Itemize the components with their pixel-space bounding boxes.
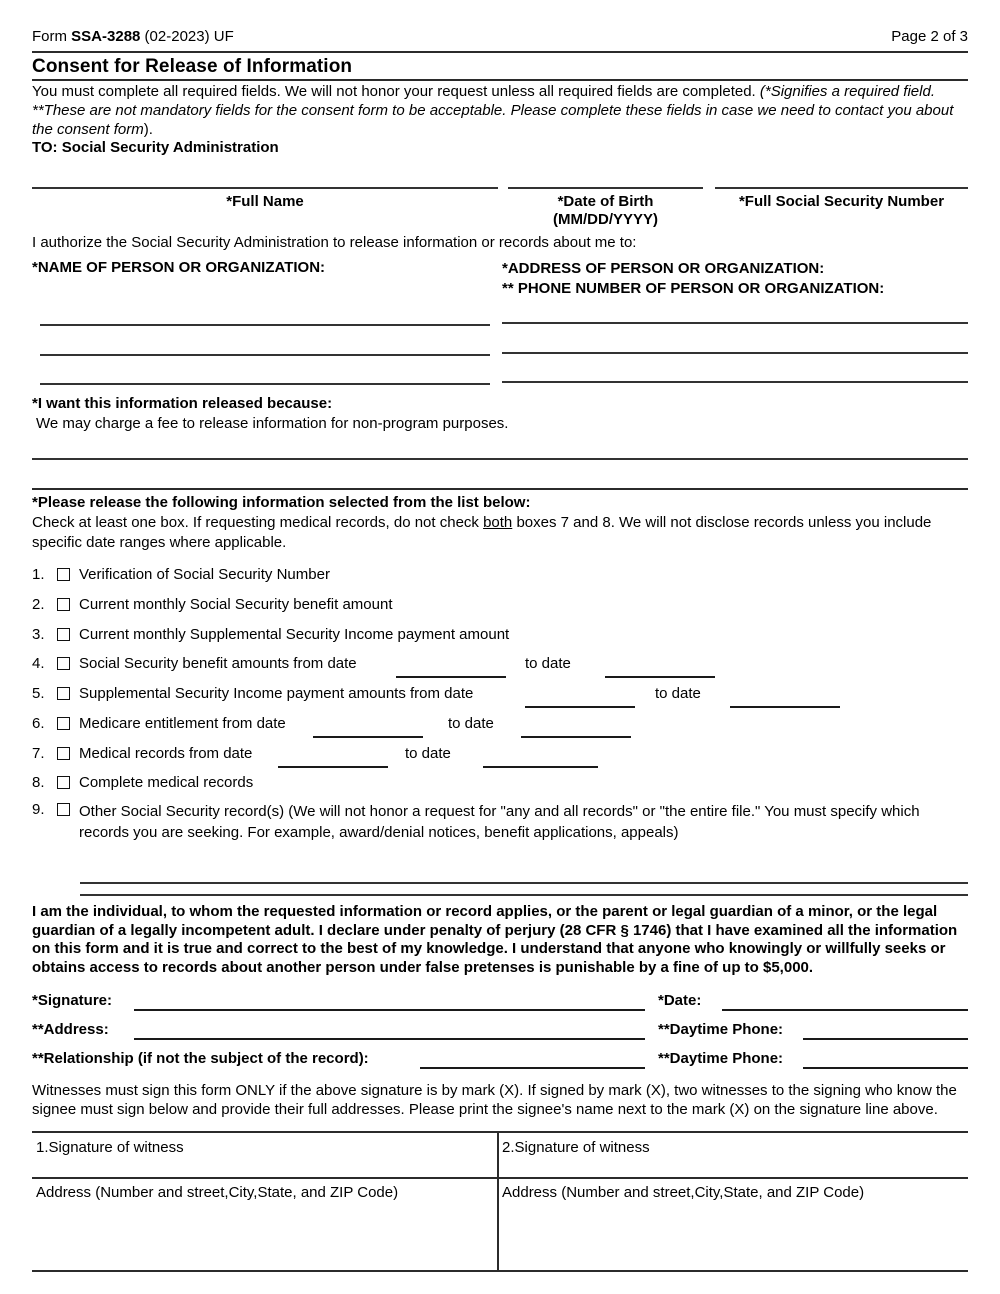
intro-text-tail: ).	[143, 121, 153, 138]
item-4-from-date-line[interactable]	[396, 676, 506, 678]
list-item	[0, 774, 1000, 794]
item-number: 1.	[32, 566, 45, 583]
form-suffix: (02-2023) UF	[140, 28, 234, 45]
release-list-heading: *Please release the following information selected from the list below:	[32, 494, 531, 511]
checkbox-2[interactable]	[57, 598, 70, 611]
daytime-phone-label-2: **Daytime Phone:	[658, 1050, 784, 1067]
header-divider-bottom	[32, 79, 968, 81]
daytime-phone-label-1: **Daytime Phone:	[658, 1021, 784, 1038]
organization-name-line-2[interactable]	[40, 354, 490, 356]
item-6-to-date-label: to date	[448, 715, 494, 732]
organization-contact-labels	[502, 259, 884, 299]
ssn-input-line[interactable]	[715, 187, 968, 189]
checkbox-1[interactable]	[57, 568, 70, 581]
witness-table-column-divider	[497, 1131, 499, 1270]
item-label: Social Security benefit amounts from date	[79, 655, 357, 672]
organization-name-label: *NAME OF PERSON OR ORGANIZATION:	[32, 259, 326, 276]
form-identifier	[32, 28, 234, 45]
reason-fee-note: We may charge a fee to release information for non-program purposes.	[36, 415, 509, 432]
instructions-part-1: Check at least one box. If requesting medical records, do not check	[32, 514, 484, 531]
relationship-input-line[interactable]	[420, 1067, 645, 1069]
checkbox-4[interactable]	[57, 657, 70, 670]
address-label: **Address:	[32, 1021, 109, 1038]
daytime-phone-input-line-2[interactable]	[803, 1067, 968, 1069]
item-5-to-date-label: to date	[655, 685, 701, 702]
item-5-from-date-line[interactable]	[525, 706, 635, 708]
checkbox-6[interactable]	[57, 717, 70, 730]
list-item	[0, 626, 1000, 646]
item-label: Medical records from date	[79, 745, 253, 762]
intro-paragraph	[32, 82, 972, 139]
item-number: 4.	[32, 655, 45, 672]
signature-input-line[interactable]	[134, 1009, 645, 1011]
date-of-birth-caption-line2: (MM/DD/YYYY)	[553, 211, 658, 228]
witness-instructions: Witnesses must sign this form ONLY if the above signature is by mark (X). If signed by mark (X), two witnesses to the signing who know the signee must sign below and provide their full addresses. Please print the signee's name next to the mark (X) on the signature line above.	[32, 1082, 957, 1118]
item-label: Verification of Social Security Number	[79, 566, 330, 583]
instructions-emphasis: both	[483, 514, 513, 531]
list-item	[0, 655, 1000, 675]
intro-text-plain: You must complete all required fields. We will not honor your request unless all required fields are completed.	[32, 83, 760, 100]
form-number: SSA-3288	[71, 28, 141, 45]
list-item	[0, 685, 1000, 705]
address-input-line[interactable]	[134, 1038, 645, 1040]
organization-phone-label: ** PHONE NUMBER OF PERSON OR ORGANIZATION:	[502, 280, 885, 297]
organization-name-line-1[interactable]	[40, 324, 490, 326]
full-name-caption: *Full Name	[226, 193, 304, 210]
item-label: Supplemental Security Income payment amounts from date	[79, 685, 474, 702]
checkbox-3[interactable]	[57, 628, 70, 641]
reason-label: *I want this information released because:	[32, 395, 333, 412]
item-7-from-date-line[interactable]	[278, 766, 388, 768]
form-prefix: Form	[32, 28, 72, 45]
item-number: 7.	[32, 745, 45, 762]
list-item	[0, 745, 1000, 765]
item-number: 8.	[32, 774, 45, 791]
authorization-sentence: I authorize the Social Security Administration to release information or records about me to:	[32, 234, 637, 251]
witness-1-signature-cell[interactable]: 1.Signature of witness	[36, 1139, 184, 1156]
page-number: Page 2 of 3	[891, 28, 968, 45]
item-9-specify-line-1[interactable]	[80, 882, 968, 884]
header-divider-top	[32, 51, 968, 53]
list-item	[0, 566, 1000, 586]
item-number: 9.	[32, 801, 45, 818]
item-label: Medicare entitlement from date	[79, 715, 286, 732]
checkbox-5[interactable]	[57, 687, 70, 700]
signature-label: *Signature:	[32, 992, 113, 1009]
release-list-instructions	[32, 513, 972, 553]
date-label: *Date:	[658, 992, 702, 1009]
item-label: Other Social Security record(s) (We will not honor a request for "any and all records" or "the entire file." You must specify which records you are seeking. For example, award/denial notices, benefit applications, appeals)	[79, 803, 920, 841]
checkbox-9[interactable]	[57, 803, 70, 816]
witness-table-mid-border	[32, 1177, 968, 1179]
witness-1-address-cell[interactable]: Address (Number and street,City,State, and ZIP Code)	[36, 1184, 399, 1201]
item-number: 6.	[32, 715, 45, 732]
reason-section-divider	[32, 488, 968, 490]
organization-address-line-3[interactable]	[502, 381, 968, 383]
item-9-specify-line-2[interactable]	[80, 894, 968, 896]
instructions-part-2: boxes 7 and 8. We will not disclose records unless you include specific date ranges where applicable.	[32, 514, 932, 551]
checkbox-7[interactable]	[57, 747, 70, 760]
organization-address-line-1[interactable]	[502, 322, 968, 324]
item-5-to-date-line[interactable]	[730, 706, 840, 708]
ssn-caption: *Full Social Security Number	[738, 193, 945, 210]
witness-2-address-cell[interactable]: Address (Number and street,City,State, and ZIP Code)	[502, 1184, 865, 1201]
witness-table-bottom-border	[32, 1270, 968, 1272]
page-title: Consent for Release of Information	[32, 56, 353, 77]
organization-address-line-2[interactable]	[502, 352, 968, 354]
item-7-to-date-line[interactable]	[483, 766, 598, 768]
organization-name-line-3[interactable]	[40, 383, 490, 385]
item-6-from-date-line[interactable]	[313, 736, 423, 738]
addressee-line: TO: Social Security Administration	[32, 139, 279, 156]
list-item	[0, 596, 1000, 616]
witness-table-top-border	[32, 1131, 968, 1133]
date-of-birth-input-line[interactable]	[508, 187, 703, 189]
relationship-label: **Relationship (if not the subject of the record):	[32, 1050, 369, 1067]
item-4-to-date-line[interactable]	[605, 676, 715, 678]
list-item	[0, 715, 1000, 735]
date-of-birth-caption-line1: *Date of Birth	[557, 193, 654, 210]
item-label: Complete medical records	[79, 774, 254, 791]
item-label: Current monthly Supplemental Security Income payment amount	[79, 626, 510, 643]
checkbox-8[interactable]	[57, 776, 70, 789]
intro-text-italic: (*Signifies a required field. **These are not mandatory fields for the consent form to be acceptable. Please complete these fields in case we need to contact you about the consent form	[32, 83, 954, 138]
date-of-birth-caption	[498, 193, 713, 229]
daytime-phone-input-line-1[interactable]	[803, 1038, 968, 1040]
item-6-to-date-line[interactable]	[521, 736, 631, 738]
full-name-input-line[interactable]	[32, 187, 498, 189]
item-4-to-date-label: to date	[525, 655, 571, 672]
reason-input-line[interactable]	[32, 458, 968, 460]
item-number: 3.	[32, 626, 45, 643]
date-input-line[interactable]	[722, 1009, 968, 1011]
witness-2-signature-cell[interactable]: 2.Signature of witness	[502, 1139, 650, 1156]
item-7-to-date-label: to date	[405, 745, 451, 762]
organization-address-label: *ADDRESS OF PERSON OR ORGANIZATION:	[502, 260, 825, 277]
item-label: Current monthly Social Security benefit amount	[79, 596, 393, 613]
item-number: 2.	[32, 596, 45, 613]
item-number: 5.	[32, 685, 45, 702]
penalty-of-perjury-declaration: I am the individual, to whom the requested information or record applies, or the parent or legal guardian of a minor, or the legal guardian of a legally incompetent adult. I declare under penalty of perjury (28 CFR § 1746) that I have examined all the information on this form and it is true and correct to the best of my knowledge. I understand that anyone who knowingly or willfully seeks or obtains access to records about another person under false pretenses is punishable by a fine of up to $5,000.	[32, 903, 958, 976]
